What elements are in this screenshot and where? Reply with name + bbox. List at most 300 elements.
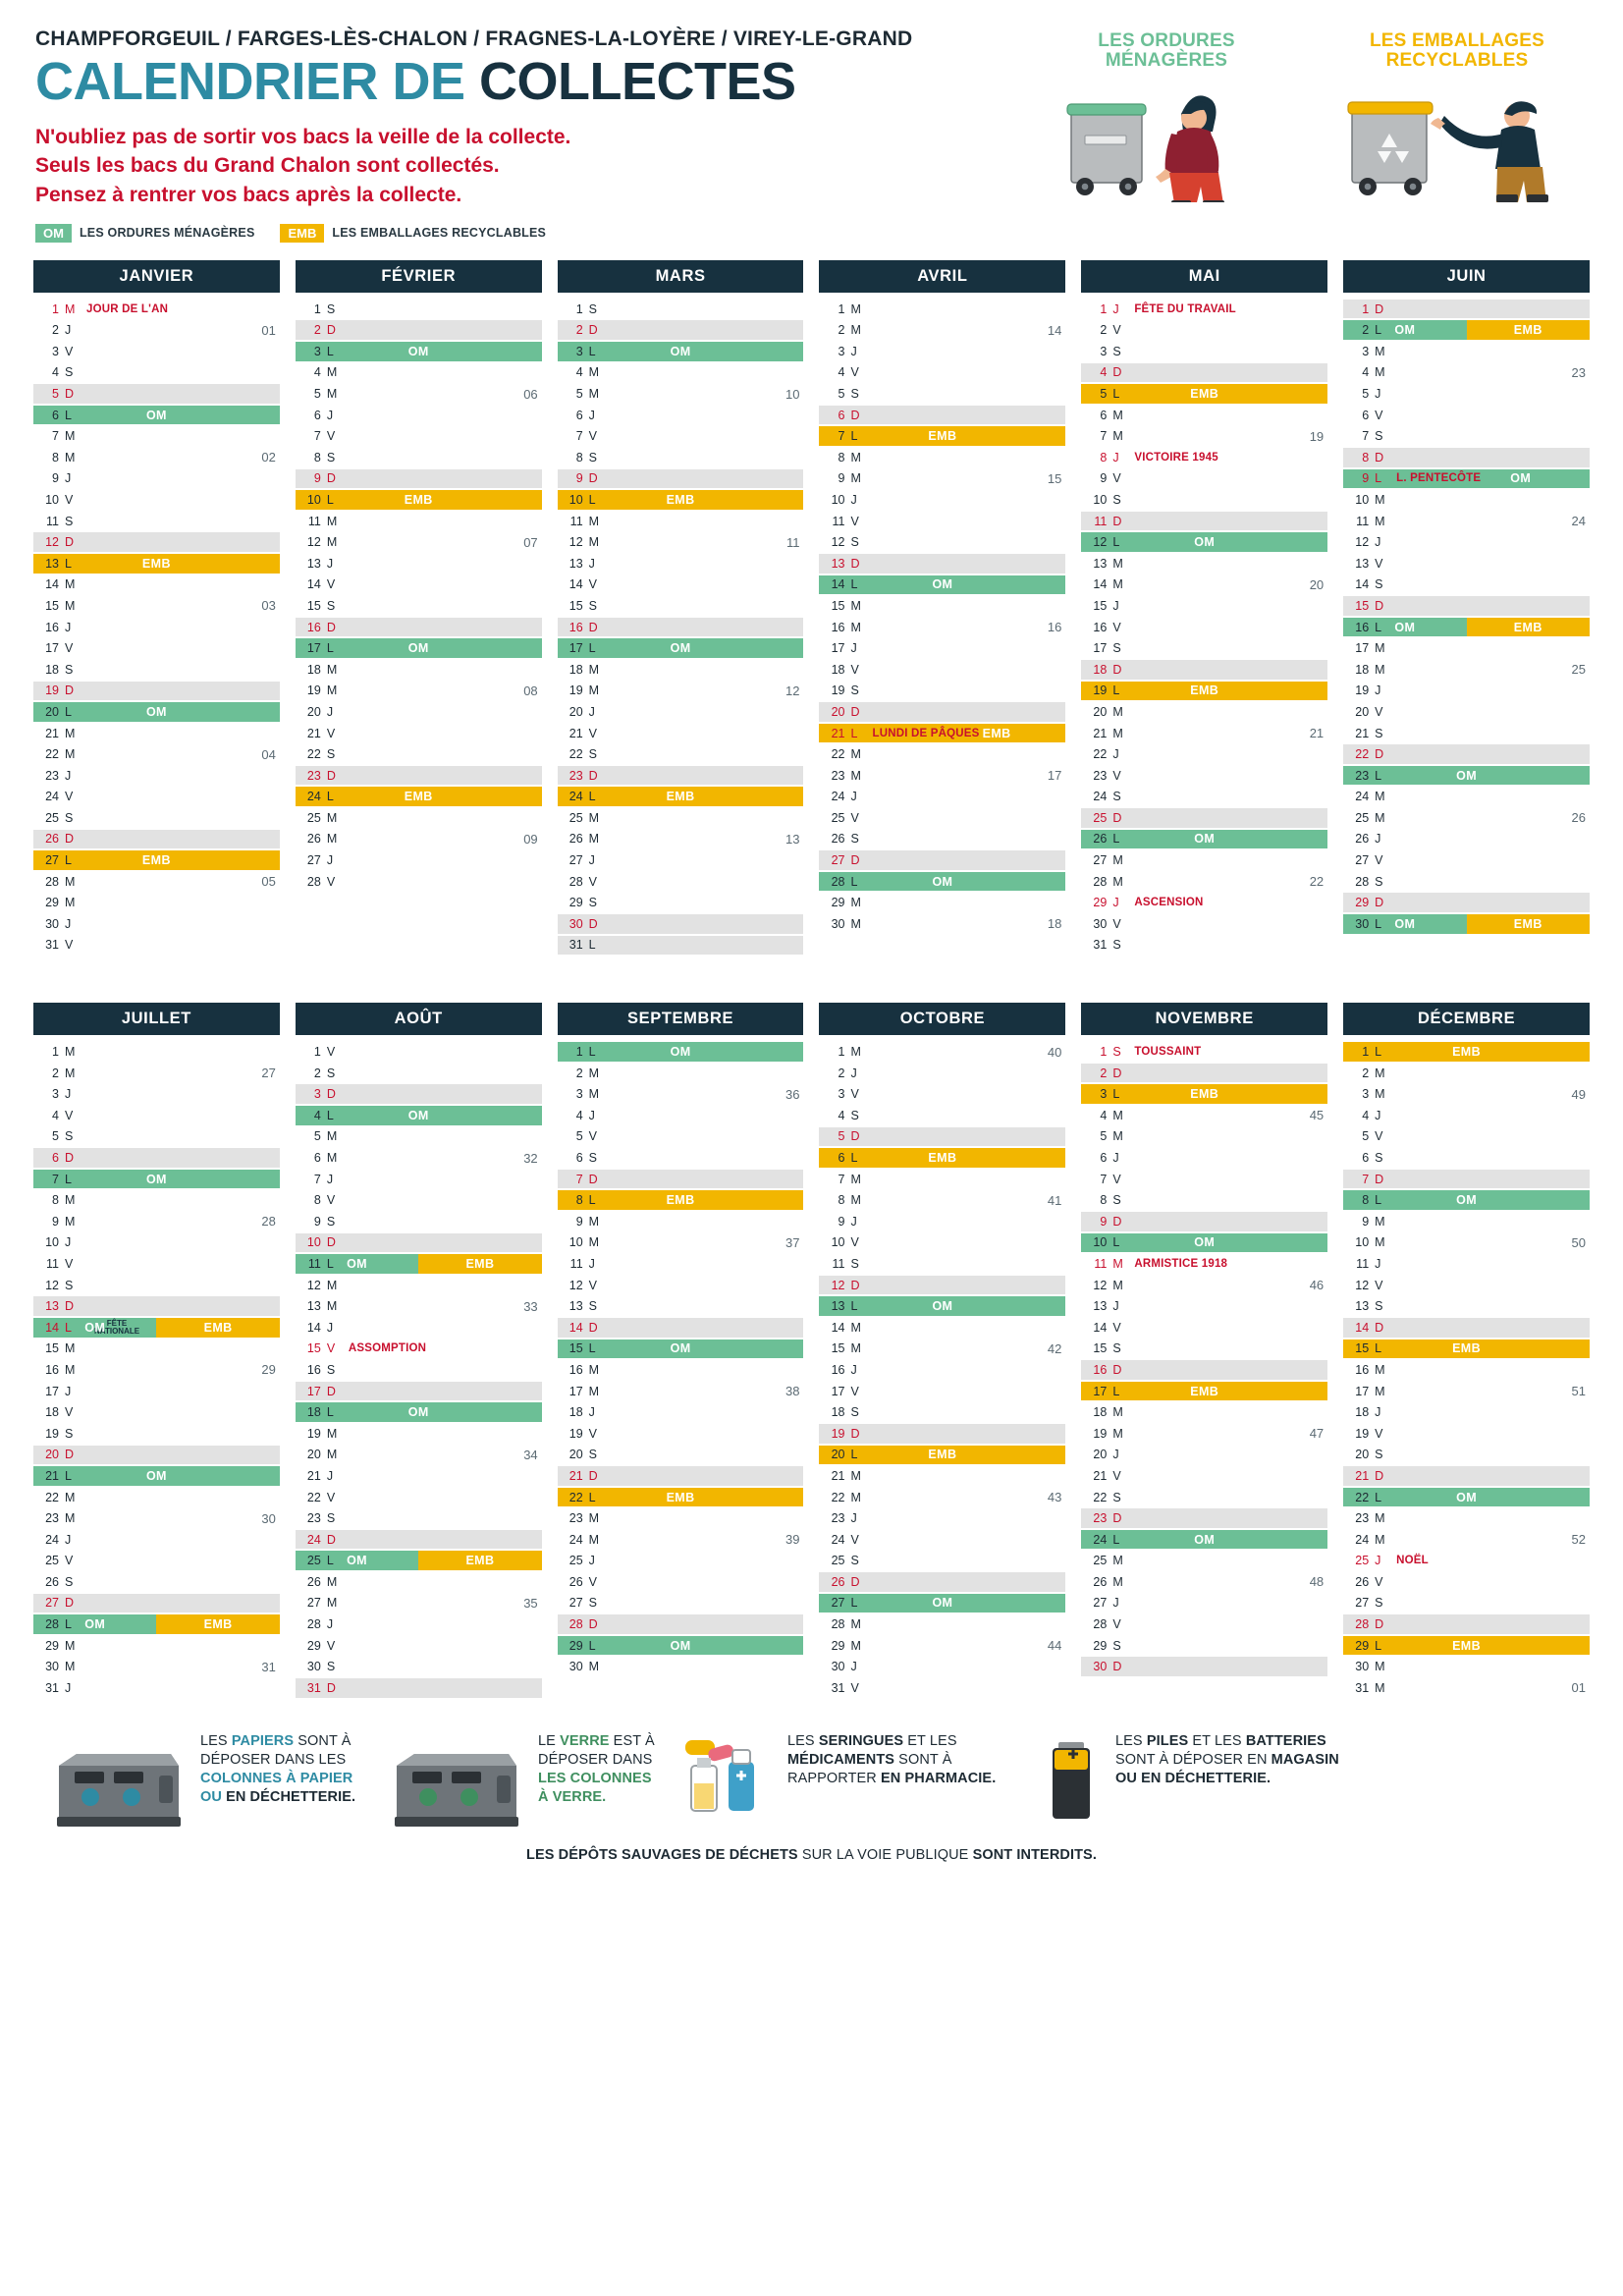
day-row xyxy=(558,1083,804,1105)
day-number: 17 xyxy=(1355,641,1370,656)
day-letter: M xyxy=(1375,1384,1385,1398)
day-row xyxy=(1081,1041,1327,1063)
month-days xyxy=(819,1041,1065,1698)
day-row xyxy=(296,489,542,511)
day-row xyxy=(819,531,1065,553)
week-number: 33 xyxy=(523,1298,538,1314)
day-row xyxy=(33,1635,280,1657)
day-row xyxy=(1343,1445,1590,1466)
day-row xyxy=(33,447,280,468)
collection-tag-emb: EMB xyxy=(465,1256,495,1271)
day-letter: M xyxy=(850,450,861,465)
day-row xyxy=(296,681,542,702)
day-letter: M xyxy=(65,1490,76,1504)
day-letter: D xyxy=(1112,1214,1122,1229)
day-number: 8 xyxy=(1362,1193,1370,1208)
month-days xyxy=(558,299,804,956)
month-octobre xyxy=(819,1003,1065,1698)
illustration-emballages-recyclables xyxy=(1325,31,1590,202)
day-number: 18 xyxy=(831,1405,845,1420)
month-days xyxy=(296,1041,542,1698)
day-number: 24 xyxy=(1355,790,1370,804)
day-row xyxy=(1081,1295,1327,1317)
day-number: 8 xyxy=(1362,450,1370,465)
day-letter: D xyxy=(850,1574,860,1589)
day-letter: J xyxy=(1112,1151,1119,1165)
day-row xyxy=(1081,1189,1327,1211)
collection-tag-emb: EMB xyxy=(666,1193,695,1208)
footer-seringues-l2c: SONT À xyxy=(894,1751,952,1768)
day-letter: J xyxy=(326,408,334,422)
footer-note-b: SUR LA VOIE PUBLIQUE xyxy=(797,1846,973,1863)
day-number: 20 xyxy=(45,1448,59,1462)
day-row xyxy=(33,1147,280,1169)
day-letter: M xyxy=(850,747,861,762)
month-juillet xyxy=(33,1003,280,1698)
day-row xyxy=(1343,1593,1590,1614)
day-number: 23 xyxy=(45,1511,59,1526)
day-letter: D xyxy=(850,704,860,719)
week-number: 14 xyxy=(1047,322,1062,338)
week-number: 09 xyxy=(523,831,538,847)
day-number: 3 xyxy=(1362,344,1370,358)
day-letter: M xyxy=(326,662,338,677)
day-row xyxy=(33,595,280,617)
day-letter: S xyxy=(588,598,597,613)
day-letter: J xyxy=(326,1468,334,1483)
day-row xyxy=(33,468,280,490)
day-row xyxy=(819,319,1065,341)
day-row xyxy=(296,1613,542,1635)
day-number: 18 xyxy=(1355,662,1370,677)
day-number: 23 xyxy=(568,768,583,783)
day-row xyxy=(1343,743,1590,765)
footer-papiers-l1b: PAPIERS xyxy=(231,1732,295,1749)
day-row xyxy=(296,1487,542,1508)
day-letter: L xyxy=(1375,1193,1382,1208)
day-number: 27 xyxy=(45,853,59,868)
day-letter: J xyxy=(1375,1108,1381,1122)
day-number: 10 xyxy=(306,1235,321,1250)
day-letter: J xyxy=(850,1362,857,1377)
day-letter: L xyxy=(1375,323,1382,338)
day-number: 2 xyxy=(313,323,321,338)
month-septembre xyxy=(558,1003,804,1698)
day-letter: L xyxy=(1375,1638,1382,1653)
day-row xyxy=(1081,829,1327,850)
day-letter: J xyxy=(1112,598,1119,613)
day-row xyxy=(558,362,804,384)
day-row xyxy=(296,1211,542,1232)
day-letter: L xyxy=(1375,1341,1382,1356)
day-number: 8 xyxy=(52,1193,59,1208)
day-row xyxy=(1343,1147,1590,1169)
intro-line-3: Pensez à rentrer vos bacs après la collecte. xyxy=(35,183,462,206)
day-row xyxy=(1081,617,1327,638)
day-letter: S xyxy=(1112,1341,1121,1356)
collection-tag-om: OM xyxy=(670,1341,691,1356)
day-row xyxy=(33,511,280,532)
month-header: AVRIL xyxy=(819,260,1065,293)
day-letter: D xyxy=(588,768,598,783)
day-number: 5 xyxy=(838,387,845,401)
day-letter: L xyxy=(1112,535,1120,550)
day-number: 14 xyxy=(1355,577,1370,592)
day-number: 17 xyxy=(306,641,321,656)
day-letter: S xyxy=(65,1129,74,1144)
day-row xyxy=(1343,871,1590,893)
day-number: 30 xyxy=(1093,916,1108,931)
day-row xyxy=(33,1232,280,1254)
day-row xyxy=(296,1445,542,1466)
day-number: 30 xyxy=(831,1660,845,1674)
day-number: 29 xyxy=(45,1638,59,1653)
collection-tag-om: OM xyxy=(932,577,953,592)
day-row xyxy=(33,743,280,765)
day-row xyxy=(1081,1339,1327,1360)
day-letter: L xyxy=(850,1299,858,1314)
day-letter: S xyxy=(1112,790,1121,804)
day-number: 27 xyxy=(306,853,321,868)
day-row xyxy=(1343,531,1590,553)
day-row xyxy=(33,531,280,553)
day-row xyxy=(1081,1656,1327,1677)
day-row xyxy=(819,1507,1065,1529)
day-letter: J xyxy=(850,1066,857,1080)
day-letter: J xyxy=(326,853,334,868)
day-row xyxy=(1081,1613,1327,1635)
day-number: 12 xyxy=(306,1278,321,1292)
day-letter: L xyxy=(1375,1490,1382,1504)
day-letter: L xyxy=(65,1468,72,1483)
day-row xyxy=(296,1317,542,1339)
day-row xyxy=(819,701,1065,723)
day-row xyxy=(296,701,542,723)
day-letter: D xyxy=(588,1172,598,1186)
day-letter: L xyxy=(588,938,596,953)
day-row xyxy=(819,1635,1065,1657)
collection-tag-om: OM xyxy=(407,344,429,358)
day-letter: V xyxy=(65,1108,74,1122)
day-number: 3 xyxy=(575,1087,583,1102)
day-letter: L xyxy=(1112,387,1120,401)
day-letter: D xyxy=(326,768,336,783)
day-number: 23 xyxy=(1093,1511,1108,1526)
day-letter: M xyxy=(326,832,338,847)
day-letter: M xyxy=(1112,556,1123,571)
collection-tag-om: OM xyxy=(932,1299,953,1314)
day-number: 19 xyxy=(306,1426,321,1441)
day-number: 29 xyxy=(831,896,845,910)
day-letter: J xyxy=(850,1660,857,1674)
day-letter: L xyxy=(1112,1532,1120,1547)
day-row xyxy=(1343,1507,1590,1529)
day-letter: L xyxy=(588,1045,596,1060)
week-number: 47 xyxy=(1309,1426,1325,1442)
day-number: 9 xyxy=(575,471,583,486)
day-letter: V xyxy=(65,492,74,507)
day-row xyxy=(558,765,804,787)
day-letter: J xyxy=(588,408,595,422)
day-letter: M xyxy=(65,1066,76,1080)
day-row xyxy=(33,1063,280,1084)
day-number: 25 xyxy=(1093,1554,1108,1568)
day-number: 3 xyxy=(838,344,845,358)
day-letter: M xyxy=(1375,344,1385,358)
day-number: 15 xyxy=(831,598,845,613)
day-letter: V xyxy=(1112,471,1121,486)
day-letter: D xyxy=(326,323,336,338)
day-number: 7 xyxy=(313,1172,321,1186)
day-number: 16 xyxy=(1093,620,1108,634)
day-letter: M xyxy=(850,301,861,316)
day-letter: V xyxy=(850,662,859,677)
day-letter: D xyxy=(1112,1660,1122,1674)
day-row xyxy=(296,765,542,787)
day-letter: J xyxy=(65,1532,72,1547)
day-number: 9 xyxy=(1362,1214,1370,1229)
day-letter: V xyxy=(1375,1574,1383,1589)
day-letter: M xyxy=(850,896,861,910)
day-number: 4 xyxy=(575,365,583,380)
month-days xyxy=(33,299,280,956)
day-row xyxy=(558,574,804,596)
day-letter: M xyxy=(588,387,600,401)
day-row xyxy=(33,1507,280,1529)
day-letter: L xyxy=(850,874,858,889)
day-number: 16 xyxy=(306,620,321,634)
collection-tag-om: OM xyxy=(932,874,953,889)
day-row xyxy=(819,1529,1065,1551)
day-letter: M xyxy=(65,1341,76,1356)
day-letter: M xyxy=(326,1299,338,1314)
day-number: 4 xyxy=(838,1108,845,1122)
collection-tag-emb: EMB xyxy=(666,1490,695,1504)
day-row xyxy=(296,1381,542,1402)
day-letter: M xyxy=(850,620,861,634)
day-letter: V xyxy=(1112,1617,1121,1632)
day-number: 8 xyxy=(313,1193,321,1208)
day-row xyxy=(1081,1063,1327,1084)
day-letter: J xyxy=(326,1172,334,1186)
day-number: 8 xyxy=(313,450,321,465)
day-row xyxy=(819,1126,1065,1148)
day-number: 14 xyxy=(568,1320,583,1335)
day-row xyxy=(33,1126,280,1148)
day-row xyxy=(819,871,1065,893)
day-letter: D xyxy=(326,1680,336,1695)
day-row xyxy=(1343,1083,1590,1105)
day-number: 30 xyxy=(45,916,59,931)
glass-container-icon xyxy=(379,1732,526,1835)
day-row xyxy=(296,1232,542,1254)
day-row xyxy=(296,849,542,871)
month-header: SEPTEMBRE xyxy=(558,1003,804,1035)
day-letter: J xyxy=(65,916,72,931)
day-row xyxy=(33,1105,280,1126)
month-header: MARS xyxy=(558,260,804,293)
day-number: 23 xyxy=(831,1511,845,1526)
day-letter: S xyxy=(326,1214,336,1229)
day-number: 26 xyxy=(568,832,583,847)
day-row xyxy=(1343,637,1590,659)
day-row xyxy=(33,849,280,871)
footer-note-c: SONT INTERDITS. xyxy=(972,1846,1097,1863)
day-row xyxy=(1343,1381,1590,1402)
day-row xyxy=(296,807,542,829)
day-number: 16 xyxy=(1093,1362,1108,1377)
day-letter: M xyxy=(850,916,861,931)
collection-tag-om: OM xyxy=(1394,323,1416,338)
day-row xyxy=(1343,1656,1590,1677)
day-number: 29 xyxy=(1093,1638,1108,1653)
footer-verre-l1c: EST À xyxy=(609,1732,655,1749)
day-number: 11 xyxy=(569,514,583,528)
day-number: 5 xyxy=(575,1129,583,1144)
day-letter: V xyxy=(1375,704,1383,719)
day-number: 22 xyxy=(45,1490,59,1504)
day-number: 21 xyxy=(45,1468,59,1483)
day-row xyxy=(558,871,804,893)
week-number: 49 xyxy=(1571,1086,1586,1102)
day-row xyxy=(558,1401,804,1423)
day-number: 14 xyxy=(1093,577,1108,592)
week-number: 03 xyxy=(261,598,276,614)
calendar-grid-second-half xyxy=(33,1003,1590,1698)
day-letter: V xyxy=(1112,768,1121,783)
day-number: 15 xyxy=(568,598,583,613)
day-letter: S xyxy=(850,1554,859,1568)
day-letter: S xyxy=(1375,874,1383,889)
day-number: 22 xyxy=(831,1490,845,1504)
day-letter: M xyxy=(326,1151,338,1165)
day-row xyxy=(33,1211,280,1232)
day-row xyxy=(1081,701,1327,723)
week-number: 27 xyxy=(261,1066,276,1081)
illustration-emb-caption-line1: LES EMBALLAGES xyxy=(1369,30,1545,51)
holiday-label: ARMISTICE 1918 xyxy=(1134,1257,1228,1270)
day-letter: M xyxy=(1112,1574,1123,1589)
bin-person-emb-icon xyxy=(1325,75,1590,202)
day-row xyxy=(33,425,280,447)
day-row xyxy=(558,849,804,871)
day-row xyxy=(1343,892,1590,913)
day-row xyxy=(1343,553,1590,574)
day-number: 10 xyxy=(1355,1235,1370,1250)
battery-icon xyxy=(1045,1732,1104,1826)
day-row xyxy=(819,299,1065,320)
week-number: 06 xyxy=(523,386,538,402)
day-letter: D xyxy=(1375,747,1384,762)
day-row xyxy=(33,489,280,511)
day-row xyxy=(558,1445,804,1466)
day-number: 28 xyxy=(568,1617,583,1632)
day-letter: L xyxy=(65,704,72,719)
day-letter: M xyxy=(1112,874,1123,889)
day-number: 26 xyxy=(45,832,59,847)
day-letter: J xyxy=(1112,450,1119,465)
footer-piles-l1c: ET LES xyxy=(1188,1732,1246,1749)
day-number: 19 xyxy=(45,683,59,698)
day-number: 23 xyxy=(306,1511,321,1526)
week-number: 38 xyxy=(785,1384,800,1399)
day-row xyxy=(296,1295,542,1317)
day-number: 15 xyxy=(1093,1341,1108,1356)
day-row xyxy=(1081,319,1327,341)
day-letter: M xyxy=(1375,790,1385,804)
day-number: 4 xyxy=(838,365,845,380)
day-row xyxy=(1081,1550,1327,1571)
day-letter: J xyxy=(1112,896,1119,910)
day-letter: L xyxy=(1112,683,1120,698)
day-letter: L xyxy=(1112,1087,1120,1102)
footer-seringues-l1b: SERINGUES xyxy=(818,1732,904,1749)
footer-seringues-l3a: RAPPORTER xyxy=(787,1770,882,1786)
day-row xyxy=(1343,1253,1590,1275)
day-row xyxy=(296,1593,542,1614)
day-number: 24 xyxy=(1093,1532,1108,1547)
day-row xyxy=(33,1083,280,1105)
day-letter: V xyxy=(1112,916,1121,931)
day-row xyxy=(558,447,804,468)
footer-verre-l2: DÉPOSER DANS xyxy=(538,1751,653,1768)
day-row xyxy=(558,1656,804,1677)
footer-verre-l3: LES COLONNES xyxy=(538,1770,652,1786)
day-letter: V xyxy=(65,344,74,358)
day-letter: V xyxy=(588,429,597,444)
week-number: 45 xyxy=(1309,1108,1325,1123)
day-number: 31 xyxy=(45,1680,59,1695)
day-row xyxy=(1343,1211,1590,1232)
day-number: 8 xyxy=(1100,450,1108,465)
day-letter: S xyxy=(65,365,74,380)
day-number: 27 xyxy=(1093,853,1108,868)
day-number: 24 xyxy=(831,1532,845,1547)
day-letter: D xyxy=(1375,301,1384,316)
week-number: 30 xyxy=(261,1510,276,1526)
day-number: 20 xyxy=(568,704,583,719)
day-row xyxy=(1081,1147,1327,1169)
day-row xyxy=(1081,595,1327,617)
month-header: AOÛT xyxy=(296,1003,542,1035)
day-letter: S xyxy=(1375,1596,1383,1611)
day-row xyxy=(296,659,542,681)
month-avril xyxy=(819,260,1065,956)
day-row xyxy=(1081,892,1327,913)
day-row xyxy=(296,1253,542,1275)
day-letter: L xyxy=(850,1151,858,1165)
day-number: 18 xyxy=(1355,1405,1370,1420)
day-number: 21 xyxy=(306,1468,321,1483)
day-number: 15 xyxy=(45,598,59,613)
day-letter: M xyxy=(1375,1066,1385,1080)
day-number: 16 xyxy=(568,1362,583,1377)
illustration-emb-caption-line2: RECYCLABLES xyxy=(1385,49,1529,71)
day-number: 26 xyxy=(831,1574,845,1589)
day-row xyxy=(296,553,542,574)
day-row xyxy=(819,1083,1065,1105)
day-row xyxy=(1081,913,1327,935)
day-number: 29 xyxy=(45,896,59,910)
day-letter: D xyxy=(1112,662,1122,677)
day-row xyxy=(819,1253,1065,1275)
day-row xyxy=(558,659,804,681)
day-letter: M xyxy=(1112,1405,1123,1420)
day-number: 14 xyxy=(1093,1320,1108,1335)
day-row xyxy=(296,723,542,744)
day-row xyxy=(558,681,804,702)
day-number: 21 xyxy=(306,726,321,740)
